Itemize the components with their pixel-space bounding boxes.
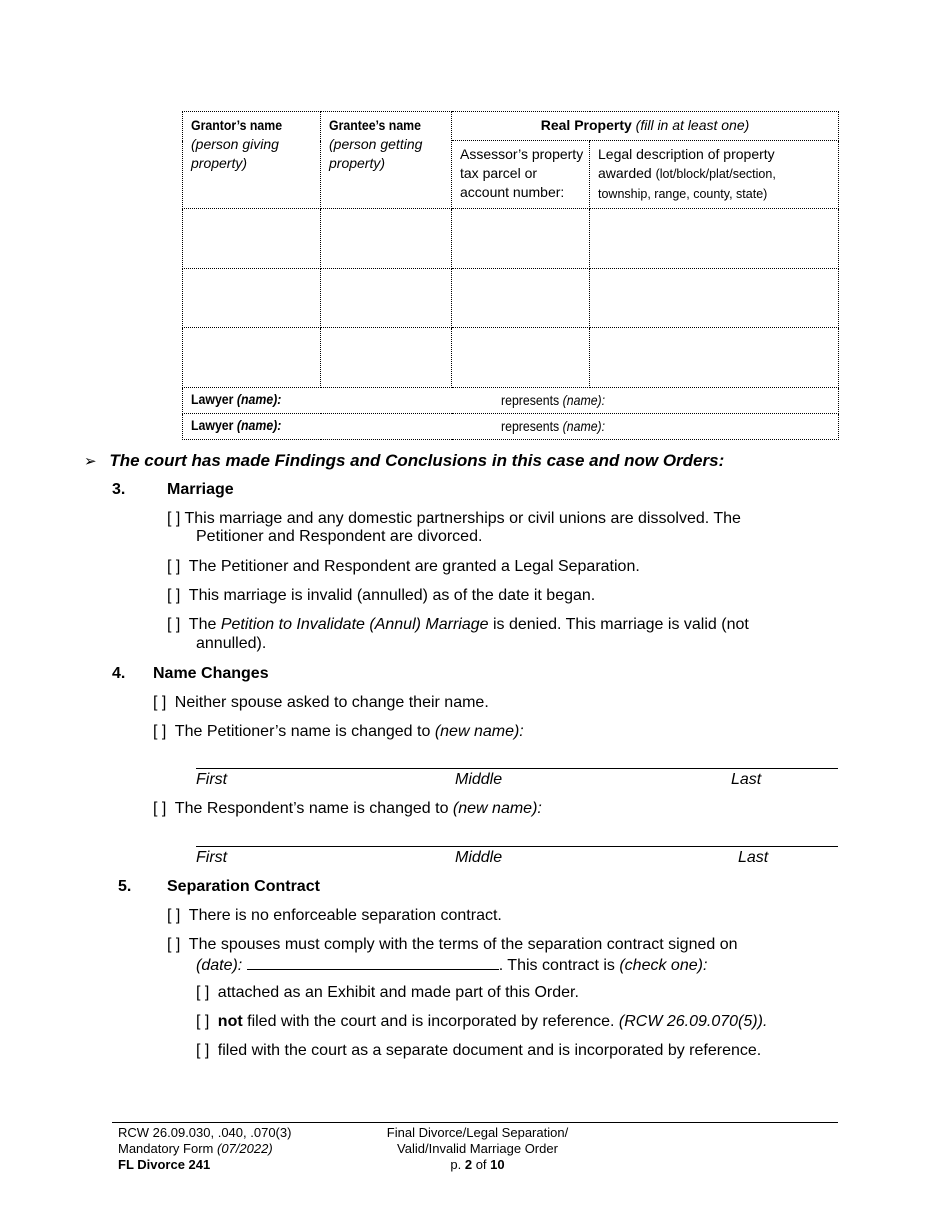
not-bold: not — [217, 1013, 243, 1030]
footer-title-2: Valid/Invalid Marriage Order — [397, 1141, 558, 1156]
petitioner-name-change-option[interactable] — [153, 722, 524, 742]
no-contract-text: There is no enforceable separation contract. — [188, 907, 502, 924]
first-label: First — [196, 771, 228, 788]
lawyer-row — [183, 414, 839, 440]
table-row — [183, 328, 839, 388]
section-4-number: 4. — [112, 665, 126, 682]
first-label: First — [196, 849, 228, 866]
lawyer-row — [183, 388, 839, 414]
contract-date-line — [196, 954, 707, 976]
separate-document-option[interactable] — [196, 1041, 761, 1061]
lawyer-row-cell[interactable] — [183, 414, 839, 440]
last-label: Last — [731, 771, 762, 788]
arrow-bullet-icon: ➢ — [84, 453, 97, 470]
rcw-reference: (RCW 26.09.070(5)). — [618, 1013, 768, 1030]
orders-heading-text: The court has made Findings and Conclusions in this case and now Orders: — [109, 451, 725, 470]
last-label: Last — [738, 849, 769, 866]
grantor-header: Grantor’s name — [191, 117, 283, 133]
section-5-title: Separation Contract — [167, 878, 320, 895]
footer-mandatory-date: (07/2022) — [217, 1141, 273, 1156]
middle-label: Middle — [455, 771, 503, 788]
represents-label: represents — [501, 392, 560, 408]
checkbox[interactable]: [ ] — [153, 694, 167, 711]
no-name-change-option[interactable] — [153, 693, 489, 713]
checkbox[interactable]: [ ] — [153, 800, 167, 817]
grantor-cell[interactable] — [183, 209, 321, 269]
page-num: 2 — [464, 1157, 473, 1172]
date-label: (date): — [196, 957, 243, 974]
parcel-cell[interactable] — [452, 269, 590, 328]
separate-document-text: filed with the court as a separate document and is incorporated by reference. — [217, 1042, 762, 1059]
lawyer-label: Lawyer — [191, 417, 234, 433]
assessor-header-text: Assessor’s property tax parcel or account number: — [460, 146, 584, 200]
checkbox[interactable]: [ ] — [196, 1042, 210, 1059]
petition-denied-pre: The — [188, 616, 217, 633]
legal-cell[interactable] — [590, 209, 839, 269]
respondent-name-change-text: The Respondent’s name is changed to — [174, 800, 449, 817]
real-property-header — [452, 112, 839, 141]
footer-form-id: FL Divorce 241 — [118, 1157, 211, 1172]
legal-desc-main: Legal description of property awarded — [598, 146, 775, 181]
invalid-marriage-option[interactable] — [167, 586, 595, 606]
represents-label: represents — [501, 418, 560, 434]
attached-exhibit-text: attached as an Exhibit and made part of this Order. — [217, 984, 579, 1001]
attached-exhibit-option[interactable] — [196, 983, 579, 1003]
footer-page-number — [360, 1157, 595, 1173]
section-3-number: 3. — [112, 481, 126, 498]
lawyer-label: Lawyer — [191, 391, 234, 407]
parcel-cell[interactable] — [452, 328, 590, 388]
page-of: of — [475, 1157, 487, 1172]
lawyer-row-cell[interactable] — [183, 388, 839, 414]
table-row — [183, 209, 839, 269]
footer-left — [118, 1125, 291, 1173]
legal-cell[interactable] — [590, 269, 839, 328]
real-property-note: (fill in at least one) — [635, 117, 750, 133]
checkbox[interactable]: [ ] — [196, 1013, 210, 1030]
lawyer-name-label: (name): — [236, 417, 282, 433]
footer-rcw: RCW 26.09.030, .040, .070(3) — [118, 1125, 292, 1140]
grantor-cell[interactable] — [183, 328, 321, 388]
contract-is-text: . This contract is — [498, 957, 615, 974]
respondent-new-name-field[interactable] — [196, 846, 838, 847]
checkbox[interactable]: [ ] — [167, 558, 181, 575]
petition-denied-cont: annulled). — [196, 635, 267, 652]
petitioner-name-change-text: The Petitioner’s name is changed to — [174, 723, 431, 740]
section-5-number: 5. — [118, 878, 132, 895]
grantee-cell[interactable] — [321, 209, 452, 269]
invalid-marriage-text: This marriage is invalid (annulled) as of the date it began. — [188, 587, 596, 604]
page-total: 10 — [490, 1157, 505, 1172]
table-row — [183, 269, 839, 328]
legal-cell[interactable] — [590, 328, 839, 388]
checkbox[interactable]: [ ] — [167, 587, 181, 604]
comply-contract-text: The spouses must comply with the terms of the separation contract signed on — [188, 936, 738, 953]
no-contract-option[interactable] — [167, 906, 502, 926]
respondent-name-change-option[interactable] — [153, 799, 542, 819]
real-property-title: Real Property — [540, 117, 632, 133]
checkbox[interactable]: [ ] — [167, 616, 181, 633]
grantee-header-cell — [321, 112, 452, 209]
grantee-header: Grantee’s name — [329, 117, 421, 133]
grantor-cell[interactable] — [183, 269, 321, 328]
new-name-label: (new name): — [452, 800, 542, 817]
grantee-cell[interactable] — [321, 269, 452, 328]
real-property-table — [182, 111, 839, 440]
represents-name-label: (name): — [562, 418, 606, 434]
legal-separation-option[interactable] — [167, 557, 640, 577]
lawyer-name-label: (name): — [236, 391, 282, 407]
checkbox[interactable]: [ ] — [167, 907, 181, 924]
middle-label: Middle — [455, 849, 503, 866]
section-3-title: Marriage — [167, 481, 234, 498]
footer-center — [360, 1125, 595, 1173]
footer-divider — [112, 1122, 838, 1123]
legal-separation-text: The Petitioner and Respondent are granted a Legal Separation. — [188, 558, 640, 575]
not-filed-option[interactable] — [196, 1012, 767, 1032]
dissolved-option-cont: Petitioner and Respondent are divorced. — [196, 528, 483, 545]
checkbox[interactable]: [ ] — [196, 984, 210, 1001]
dissolved-option[interactable]: [ ] This marriage and any domestic partnerships or civil unions are dissolved. The — [167, 510, 741, 527]
section-4-title: Name Changes — [153, 665, 269, 682]
checkbox[interactable]: [ ] — [153, 723, 167, 740]
grantee-sub: (person getting property) — [329, 136, 423, 171]
check-one-label: (check one): — [619, 957, 708, 974]
petition-denied-post: is denied. This marriage is valid (not — [492, 616, 749, 633]
footer-mandatory: Mandatory Form — [118, 1141, 214, 1156]
orders-heading — [84, 451, 724, 472]
legal-desc-small: (lot/block/plat/section, township, range, county, state) — [598, 167, 776, 201]
petitioner-new-name-field[interactable] — [196, 768, 838, 769]
comply-contract-option[interactable] — [167, 935, 738, 955]
new-name-label: (new name): — [434, 723, 524, 740]
page-prefix: p. — [450, 1157, 462, 1172]
not-filed-text: filed with the court and is incorporated by reference. — [247, 1013, 615, 1030]
checkbox[interactable]: [ ] — [167, 936, 181, 953]
grantor-sub: (person giving property) — [191, 136, 279, 171]
represents-name-label: (name): — [562, 392, 606, 408]
petition-denied-option[interactable] — [167, 615, 749, 635]
legal-description-header — [590, 141, 839, 209]
parcel-cell[interactable] — [452, 209, 590, 269]
no-name-change-text: Neither spouse asked to change their name. — [174, 694, 489, 711]
contract-date-field[interactable] — [247, 954, 499, 970]
assessor-header — [452, 141, 590, 209]
grantee-cell[interactable] — [321, 328, 452, 388]
petition-title: Petition to Invalidate (Annul) Marriage — [220, 616, 489, 633]
grantor-header-cell — [183, 112, 321, 209]
footer-title-1: Final Divorce/Legal Separation/ — [386, 1125, 569, 1140]
